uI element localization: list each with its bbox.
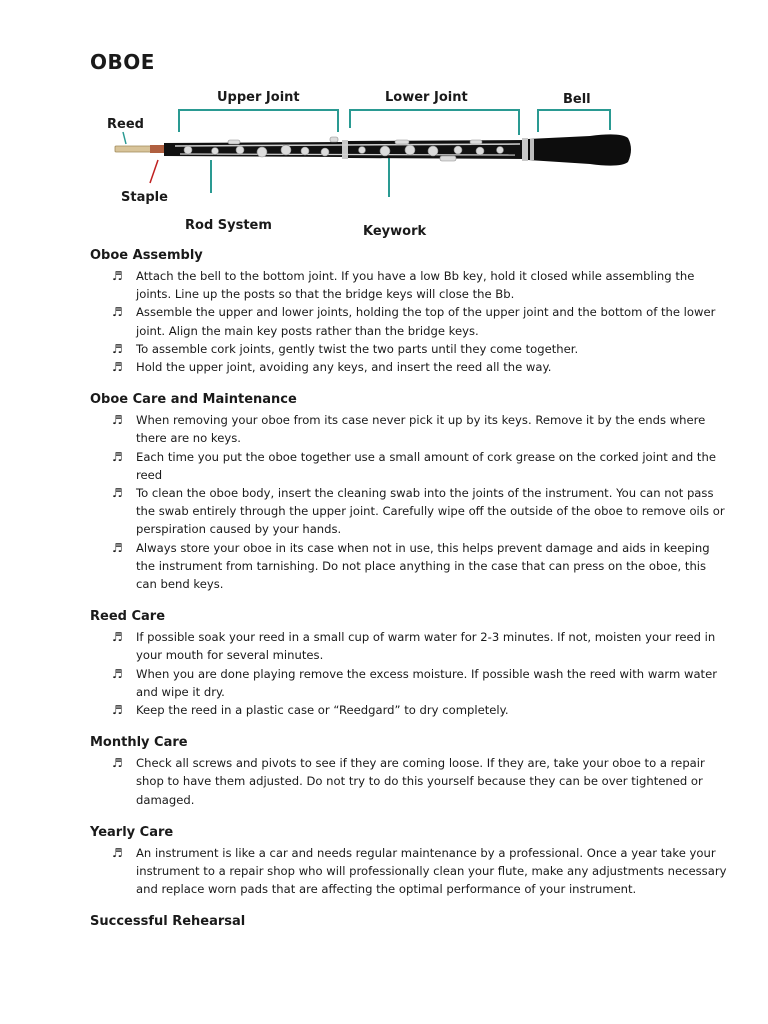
- page-title: OBOE: [90, 50, 155, 74]
- list-item: [90, 539, 730, 594]
- section-heading: Monthly Care: [90, 735, 188, 751]
- pointer-reed: [123, 132, 126, 144]
- section-oboe-care-and-maintenance: [90, 391, 730, 593]
- label-reed: Reed: [107, 117, 144, 132]
- section-successful-rehearsal: [90, 913, 730, 931]
- section-heading: Oboe Care and Maintenance: [90, 392, 297, 408]
- list-item: [90, 340, 730, 358]
- section-heading: Yearly Care: [90, 824, 174, 840]
- list-item: [90, 411, 730, 447]
- music-note-bullet-icon: ♬: [112, 305, 123, 320]
- oboe-instrument: [115, 134, 631, 165]
- music-note-bullet-icon: ♬: [112, 360, 123, 375]
- joint-ring-1: [342, 140, 348, 159]
- list-item: [90, 665, 730, 701]
- list-item-text: Keep the reed in a plastic case or “Reedgard” to dry completely.: [136, 703, 509, 718]
- music-note-bullet-icon: ♬: [112, 413, 123, 428]
- list-item-text: Check all screws and pivots to see if they are coming loose. If they are, take your oboe to a repair shop to have them adjusted. Do not try to do this yourself because they can be over tightened or damaged.: [136, 756, 705, 807]
- bracket-bell: [538, 110, 610, 132]
- list-item: [90, 844, 730, 899]
- bell-ring: [530, 139, 534, 160]
- joint-ring-2: [522, 138, 528, 161]
- list-item-text: To clean the oboe body, insert the cleaning swab into the joints of the instrument. You can not pass the swab entirely through the upper joint. Carefully wipe off the outside of the oboe to remove oils or perspiration caused by your hands.: [136, 486, 725, 537]
- music-note-bullet-icon: ♬: [112, 703, 123, 718]
- section-monthly-care: [90, 734, 730, 809]
- music-note-bullet-icon: ♬: [112, 486, 123, 501]
- music-note-bullet-icon: ♬: [112, 666, 123, 681]
- list-item: [90, 358, 730, 376]
- music-note-bullet-icon: ♬: [112, 540, 123, 555]
- music-note-bullet-icon: ♬: [112, 449, 123, 464]
- bell-body: [528, 134, 631, 165]
- section-list: [90, 844, 730, 899]
- music-note-bullet-icon: ♬: [112, 341, 123, 356]
- list-item: [90, 754, 730, 809]
- music-note-bullet-icon: ♬: [112, 756, 123, 771]
- label-bell: Bell: [563, 92, 591, 107]
- instructions-content: [90, 247, 730, 946]
- list-item: [90, 701, 730, 719]
- list-item-text: To assemble cork joints, gently twist the two parts until they come together.: [136, 341, 579, 356]
- label-keywork: Keywork: [363, 224, 427, 239]
- section-list: [90, 411, 730, 593]
- section-heading: Reed Care: [90, 609, 166, 625]
- music-note-bullet-icon: ♬: [112, 630, 123, 645]
- section-list: [90, 754, 730, 809]
- list-item-text: An instrument is like a car and needs regular maintenance by a professional. Once a year take your instrument to a repair shop who will professionally clean your flute, make any adjustments necessary and replace worn pads that are affecting the optimal performance of your instrument.: [136, 845, 727, 897]
- staple-cork: [150, 145, 164, 153]
- list-item-text: When removing your oboe from its case never pick it up by its keys. Remove it by the ends where there are no keys.: [136, 413, 706, 446]
- section-list: [90, 267, 730, 376]
- oboe-diagram: [0, 80, 768, 245]
- bracket-upper-joint: [179, 110, 338, 132]
- label-upper-joint: Upper Joint: [217, 90, 300, 105]
- list-item-text: Each time you put the oboe together use a small amount of cork grease on the corked joint and the reed: [136, 449, 716, 482]
- section-heading: Successful Rehearsal: [90, 914, 246, 930]
- list-item-text: Always store your oboe in its case when not in use, this helps prevent damage and aids in keeping the instrument from tarnishing. Do not place anything in the case that can press on the oboe, this can bend keys.: [136, 540, 710, 592]
- reed-blade: [115, 146, 153, 152]
- list-item: [90, 628, 730, 664]
- label-rod-system: Rod System: [185, 218, 272, 233]
- list-item: [90, 448, 730, 484]
- list-item-text: If possible soak your reed in a small cup of warm water for 2-3 minutes. If not, moisten your reed in your mouth for several minutes.: [136, 630, 716, 663]
- list-item: [90, 267, 730, 303]
- bracket-lower-joint: [350, 110, 519, 135]
- list-item-text: Assemble the upper and lower joints, holding the top of the upper joint and the bottom of the lower joint. Align the main key posts rather than the bridge keys.: [136, 305, 716, 338]
- list-item-text: Hold the upper joint, avoiding any keys, and insert the reed all the way.: [136, 360, 552, 375]
- music-note-bullet-icon: ♬: [112, 269, 123, 283]
- list-item-text: When you are done playing remove the excess moisture. If possible wash the reed with warm water and wipe it dry.: [136, 666, 717, 699]
- section-list: [90, 628, 730, 719]
- section-reed-care: [90, 608, 730, 719]
- label-staple: Staple: [121, 190, 168, 205]
- music-note-bullet-icon: ♬: [112, 845, 123, 860]
- pointer-staple: [150, 160, 158, 183]
- section-oboe-assembly: [90, 247, 730, 376]
- section-heading: Oboe Assembly: [90, 248, 203, 263]
- list-item-text: Attach the bell to the bottom joint. If you have a low Bb key, hold it closed while assembling the joints. Line up the posts so that the bridge keys will close the Bb.: [136, 269, 695, 302]
- label-lower-joint: Lower Joint: [385, 90, 468, 105]
- section-yearly-care: [90, 824, 730, 899]
- list-item: [90, 303, 730, 339]
- list-item: [90, 484, 730, 539]
